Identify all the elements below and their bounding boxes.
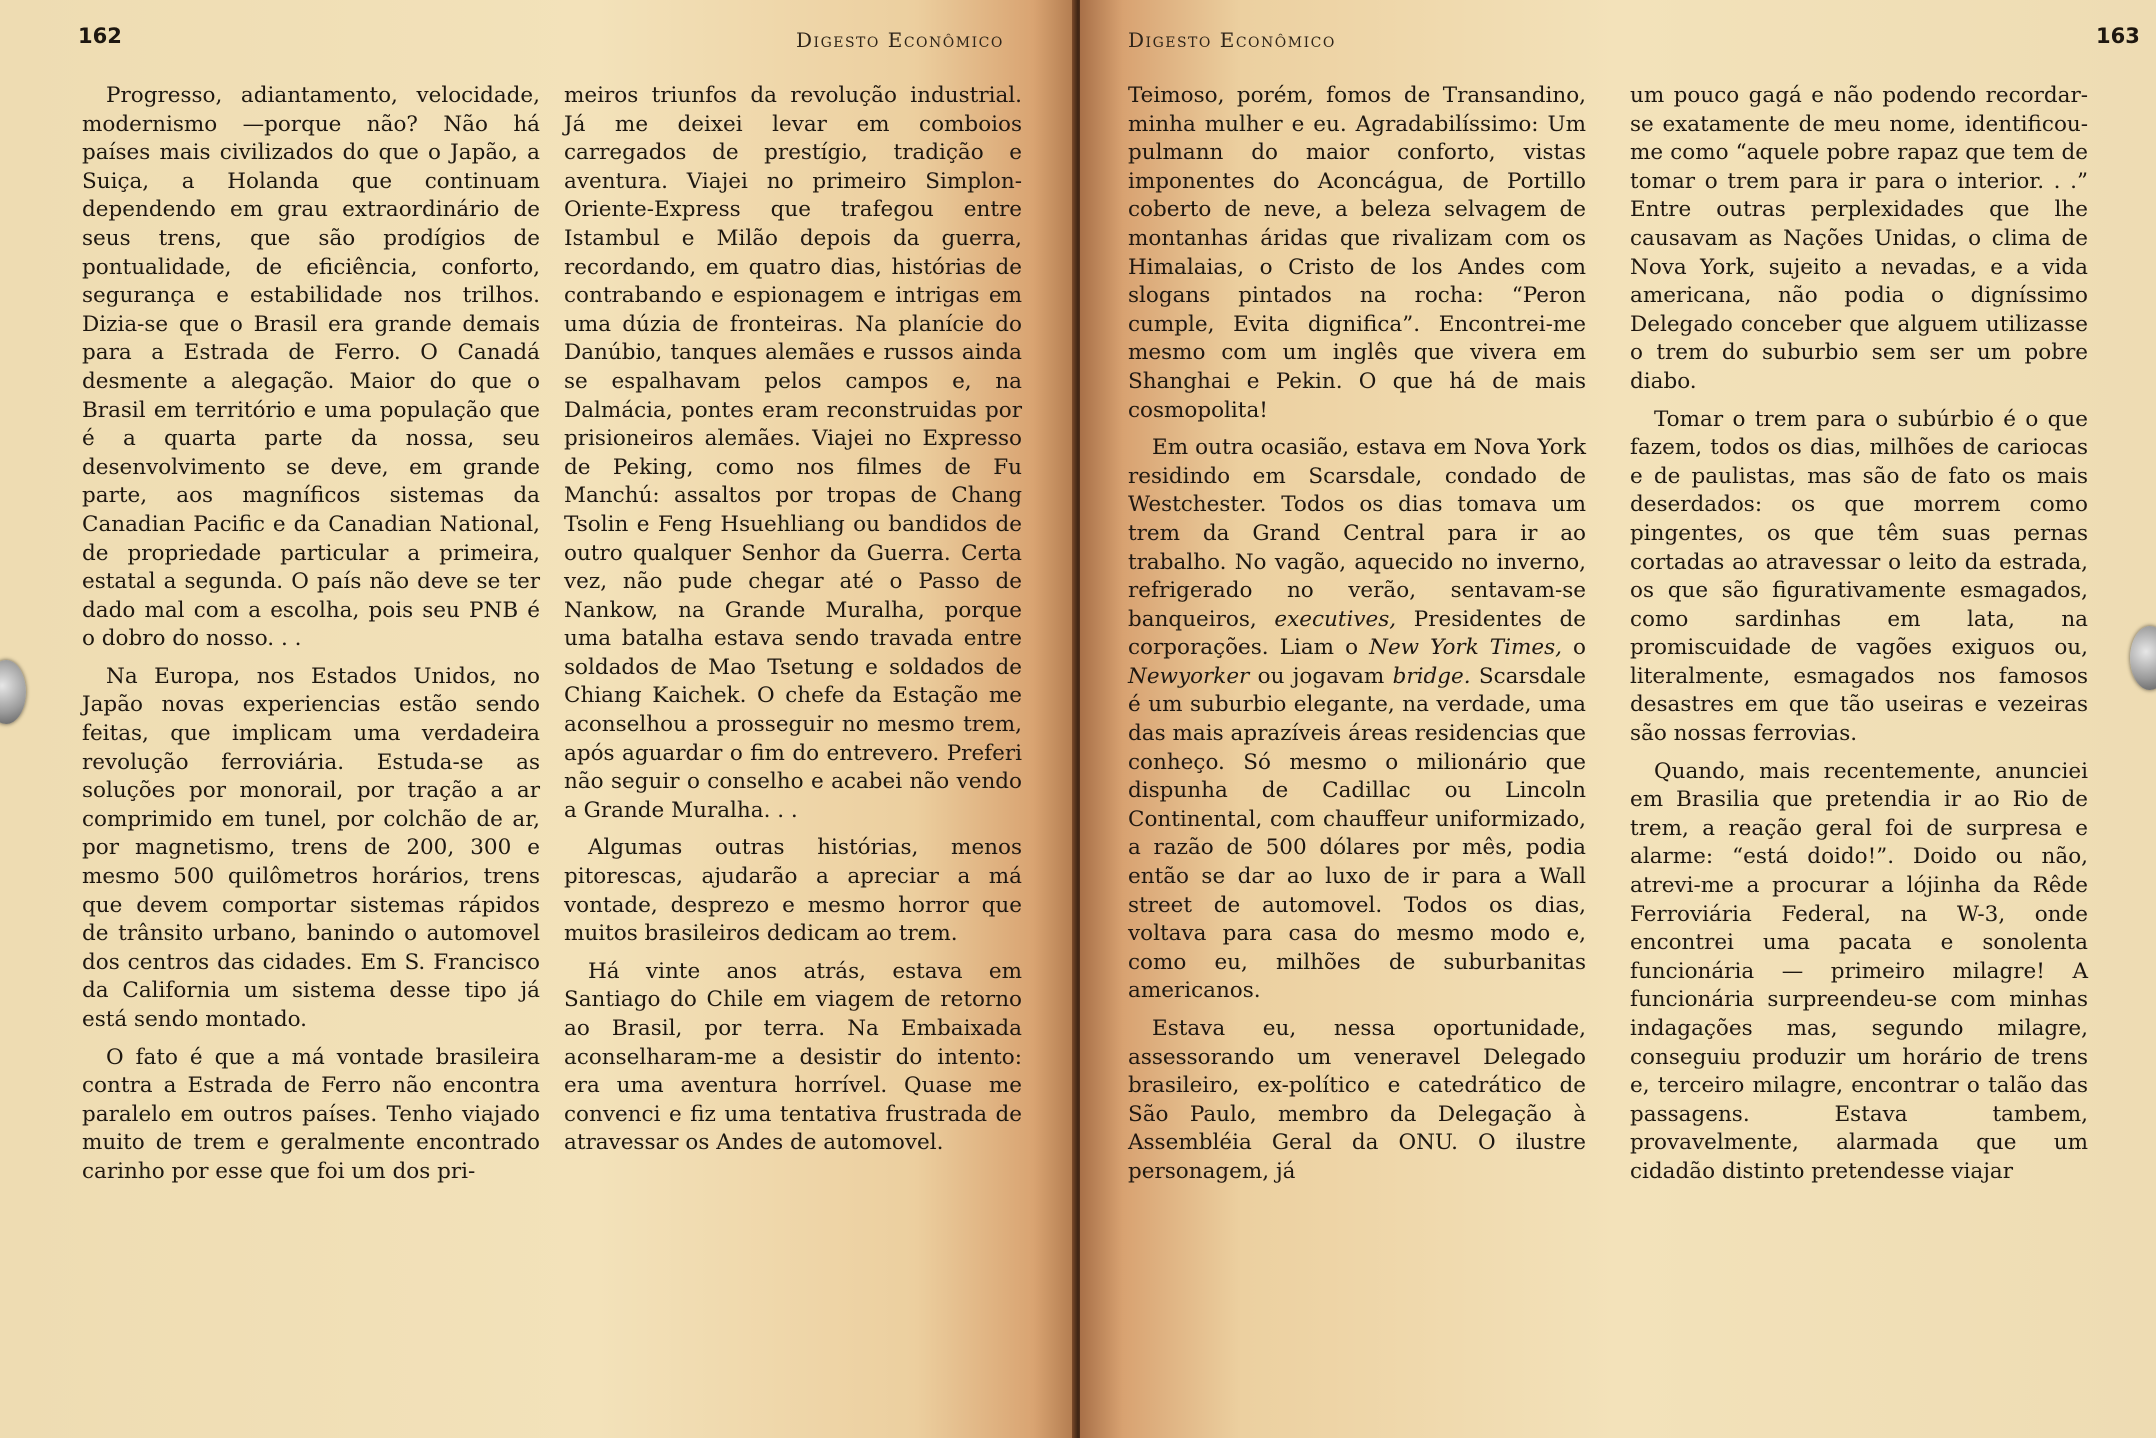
- text-run: Presidentes de corporações. Liam o: [1128, 606, 1587, 661]
- text-run: o: [1561, 635, 1586, 661]
- text-run: Em outra ocasião, estava em Nova York residindo em Scarsdale, condado de Westchester. Todos os dias tomava um trem da Grand Central para ir ao trabalho. No vagão, aquecido no inverno, refrigerado no verão, sentavam-se banqueiros,: [1128, 435, 1586, 632]
- page-number: 162: [78, 24, 122, 48]
- running-head: Digesto Econômico: [1128, 28, 1336, 52]
- paragraph: Progresso, adiantamento, velocidade, modernismo —porque não? Não há países mais civilizados do que o Japão, a Suiça, a Holanda que continuam dependendo em grau extraordinário de seus trens, que são prodígios de pontualidade, de eficiência, conforto, segurança e estabilidade nos trilhos. Dizia-se que o Brasil era grande demais para a Estrada de Ferro. O Canadá desmente a alegação. Maior do que o Brasil em território e uma população que é a quarta parte da nossa, seu desenvolvimento se deve, em grande parte, aos magníficos sistemas da Canadian Pacific e da Canadian National, de propriedade particular a primeira, estatal a segunda. O país não deve se ter dado mal com a escolha, pois seu PNB é o dobro do nosso. . .: [82, 83, 540, 652]
- right-column-2: [1630, 82, 2088, 1196]
- right-page: [1080, 0, 2156, 1438]
- paragraph: Quando, mais recentemente, anunciei em Brasilia que pretendia ir ao Rio de trem, a reação geral foi de surpresa e alarme: “está doido!”. Doido ou não, atrevi-me a procurar a lójinha da Rêde Ferroviária Federal, na W-3, onde encontrei uma pacata e sonolenta funcionária — primeiro milagre! A funcionária surpreendeu-se com minhas indagações mas, segundo milagre, conseguiu produzir um horário de trens e, terceiro milagre, encontrar o talão das passagens. Estava tambem, provavelmente, alarmada que um cidadão distinto pretendesse viajar: [1630, 758, 2088, 1184]
- left-column-2: [564, 82, 1022, 1167]
- page-number: 163: [2096, 24, 2140, 48]
- paragraph: Tomar o trem para o subúrbio é o que fazem, todos os dias, milhões de cariocas e de paulistas, mas são de fato os mais deserdados: os que morrem como pingentes, os que têm suas pernas cortadas ao atravessar o leito da estrada, os que são figurativamente esmagados, como sardinhas em lata, na promiscuidade de vagões exiguos ou, literalmente, esmagados nos famosos desastres em que tão useiras e vezeiras são nossas ferrovias.: [1630, 406, 2088, 747]
- text-run: Scarsdale é um suburbio elegante, na verdade, uma das mais aprazíveis áreas residencias que conheço. Só mesmo o milionário que dispunha de Cadillac ou Lincoln Continental, com chauffeur uniformizado, a razão de 500 dólares por mês, podia então se dar ao luxo de ir para a Wall street de automovel. Todos os dias, voltava para casa do mesmo modo e, como eu, milhões de suburbanitas americanos.: [1128, 663, 1586, 1004]
- paragraph: Na Europa, nos Estados Unidos, no Japão novas experiencias estão sendo feitas, que implicam uma verdadeira revolução ferroviária. Estuda-se as soluções por monorail, por tração a ar comprimido em tunel, por colchão de ar, por magnetismo, trens de 200, 300 e mesmo 500 quilômetros horários, trens que devem comportar sistemas rápidos de trânsito urbano, banindo o automovel dos centros das cidades. Em S. Francisco da California um sistema desse tipo já está sendo montado.: [82, 663, 540, 1032]
- binder-ring-icon: [2130, 626, 2156, 690]
- left-column-1: [82, 82, 540, 1196]
- running-head: Digesto Econômico: [796, 28, 1004, 52]
- binder-ring-icon: [0, 660, 26, 724]
- paragraph: Há vinte anos atrás, estava em Santiago do Chile em viagem de retorno ao Brasil, por terra. Na Embaixada aconselharam-me a desistir do intento: era uma aventura horrível. Quase me convenci e fiz uma tentativa frustrada de atravessar os Andes de automovel.: [564, 958, 1022, 1156]
- left-page: [0, 0, 1076, 1438]
- text-run: ou jogavam: [1249, 663, 1393, 689]
- italic-title: New York Times,: [1369, 635, 1562, 661]
- right-column-1: [1128, 82, 1586, 1196]
- italic-term: bridge.: [1392, 663, 1471, 689]
- paragraph: Estava eu, nessa oportunidade, assessorando um veneravel Delegado brasileiro, ex-político e catedrático de São Paulo, membro da Delegação à Assembléia Geral da ONU. O ilustre personagem, já: [1128, 1016, 1586, 1184]
- italic-title: Newyorker: [1128, 663, 1250, 689]
- paragraph: um pouco gagá e não podendo recordar-se exatamente de meu nome, identificou-me como “aquele pobre rapaz que tem de tomar o trem para ir para o interior. . .” Entre outras perplexidades que lhe causavam as Nações Unidas, o clima de Nova York, sujeito a nevadas, e a vida americana, não podia o digníssimo Delegado conceber que alguem utilizasse o trem do suburbio sem ser um pobre diabo.: [1630, 83, 2088, 394]
- paragraph: Teimoso, porém, fomos de Transandino, minha mulher e eu. Agradabilíssimo: Um pulmann do maior conforto, vistas imponentes do Aconcágua, de Portillo coberto de neve, a beleza selvagem de montanhas áridas que rivalizam com os Himalaias, o Cristo de los Andes com slogans pintados na rocha: “Peron cumple, Evita dignifica”. Encontrei-me mesmo com um inglês que vivera em Shanghai e Pekin. O que há de mais cosmopolita!: [1128, 83, 1586, 423]
- paragraph: meiros triunfos da revolução industrial. Já me deixei levar em comboios carregados de prestígio, tradição e aventura. Viajei no primeiro Simplon-Oriente-Express que trafegou entre Istambul e Milão depois da guerra, recordando, em quatro dias, histórias de contrabando e espionagem e intrigas em uma dúzia de fronteiras. Na planície do Danúbio, tanques alemães e russos ainda se espalhavam pelos campos e, na Dalmácia, pontes eram reconstruidas por prisioneiros alemães. Viajei no Expresso de Peking, como nos filmes de Fu Manchú: assaltos por tropas de Chang Tsolin e Feng Hsuehliang ou bandidos de outro qualquer Senhor da Guerra. Certa vez, não pude chegar até o Passo de Nankow, na Grande Muralha, porque uma batalha estava sendo travada entre soldados de Mao Tsetung e soldados de Chiang Kaichek. O chefe da Estação me aconselhou a prosseguir no mesmo trem, após aguardar o fim do entrevero. Preferi não seguir o conselho e acabei não vendo a Grande Muralha. . .: [564, 83, 1022, 823]
- paragraph: O fato é que a má vontade brasileira contra a Estrada de Ferro não encontra paralelo em outros países. Tenho viajado muito de trem e geralmente encontrado carinho por esse que foi um dos pri-: [82, 1044, 540, 1184]
- paragraph: Algumas outras histórias, menos pitorescas, ajudarão a apreciar a má vontade, desprezo e mesmo horror que muitos brasileiros dedicam ao trem.: [564, 835, 1022, 947]
- paragraph: [1128, 434, 1586, 1006]
- italic-term: executives,: [1274, 606, 1397, 632]
